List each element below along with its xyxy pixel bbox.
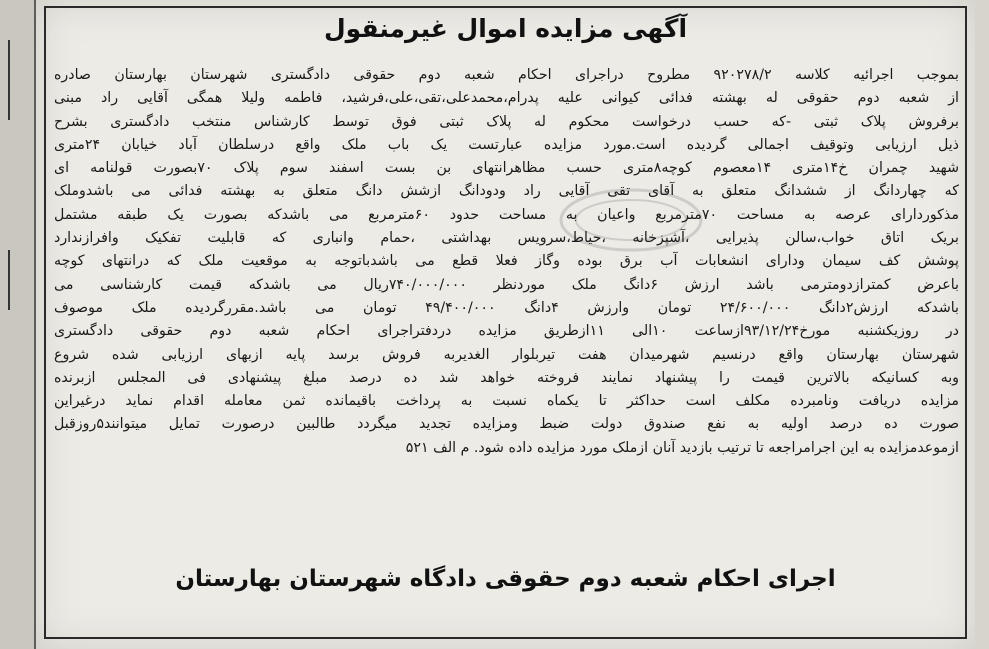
notice-line: بریک اتاق خواب،سالن پذیرایی ،آشپزخانه ،حیاط،سرویس بهداشتی ،حمام وانباری که قابلیت تفکیک وافرازندارد: [54, 230, 959, 247]
notice-signature: اجرای احکام شعبه دوم حقوقی دادگاه شهرستان بهارستان: [175, 566, 836, 592]
notice-line: وبه کسانیکه بالاترین قیمت را پیشنهاد نمایند فروخته خواهد شد ده درصد مبلغ پیشنهادی فی المجلس ازبرنده: [54, 369, 959, 386]
adjacent-clipping-right: [975, 0, 989, 649]
notice-line: شهرستان بهارستان واقع درنسیم شهرمیدان هفت تیربلوار الغدیربه فروش برسد پایه ازبهای ارزیابی شده شروع: [54, 346, 959, 363]
notice-line: بموجب اجرائیه کلاسه ۹۲۰۲۷۸/۲ مطروح دراجرای احکام شعبه دوم حقوقی دادگستری شهرستان بهارستان صادره: [54, 67, 959, 83]
notice-body: [54, 64, 959, 460]
notice-line: صورت ده درصد اولیه به نفع صندوق دولت ضبط ومزایده تجدید میگردد طالبین درصورت تمایل میتوانند۵روزقبل: [54, 416, 959, 433]
notice-line: از شعبه دوم حقوقی له بهشته فدائی کیوانی علیه پدرام،محمدعلی،تقی،علی،فرشید، فاطمه ولیلا همگی آقایی راد مبنی: [54, 90, 959, 107]
newspaper-clipping: [36, 0, 975, 649]
notice-line: باشدکه ارزش۲دانگ ۲۴/۶۰۰/۰۰۰ تومان وارزش ۴دانگ ۴۹/۴۰۰/۰۰۰ تومان می باشد.مقررگردیده ملک موصوف: [54, 299, 959, 316]
notice-line: مذکوردارای عرصه به مساحت ۷۰مترمربع واعیان به مساحت حدود ۶۰مترمربع می باشدکه بصورت یک طبقه مشتمل: [54, 206, 959, 223]
notice-line: ذیل ارزیابی وتوقیف اجمالی گردیده است.مورد مزایده عبارتست یک باب ملک واقع درسلطان آباد خیابان ۲۴متری: [54, 136, 959, 153]
notice-line: ازموعدمزایده به این اجرامراجعه تا ترتیب بازدید آنان ازملک مورد مزایده داده شود. م الف ۵۲۱: [405, 439, 959, 456]
notice-line: در روزیکشنبه مورخ۹۳/۱۲/۲۴ازساعت ۱۰الی ۱۱ازطریق مزایده دردفتراجرای احکام شعبه دوم حقوقی دادگستری: [54, 323, 959, 340]
notice-title: آگهی مزایده اموال غیرمنقول: [323, 14, 688, 43]
adjacent-clipping-left: [0, 0, 34, 649]
notice-line: شهید چمران خ۱۴متری ۱۴معصوم کوچه۸متری حسب مظاهرانتهای بن بست اسفند سوم پلاک ۷۰بصورت قولنامه ای: [54, 160, 959, 177]
notice-line: که چهاردانگ از ششدانگ متعلق به آقای تقی آقایی راد ودودانگ ازشش دانگ متعلق به بهشته فدائی می باشدوملک: [54, 183, 959, 200]
notice-line: پوشش کف سیمان ودارای انشعابات آب برق بوده وگاز فعلا قطع می باشدباتوجه به موقعیت ملک که درانتهای کوچه: [54, 253, 959, 270]
notice-line: مزایده دریافت ونامبرده مکلف است حداکثر تا یکماه نسبت به پرداخت باقیمانده ثمن معامله اقدام نماید درغیراین: [54, 393, 959, 410]
notice-line: باعرض کمترازدومترمی باشد ارزش ۶دانگ ملک موردنظر ۷۴۰/۰۰۰/۰۰۰ریال می باشدکه قیمت کارشناسی می: [54, 276, 959, 293]
notice-line: برفروش پلاک ثبتی -که حسب درخواست محکوم له پلاک ثبتی فوق توسط کارشناس منتخب دادگستری بشرح: [54, 113, 959, 130]
